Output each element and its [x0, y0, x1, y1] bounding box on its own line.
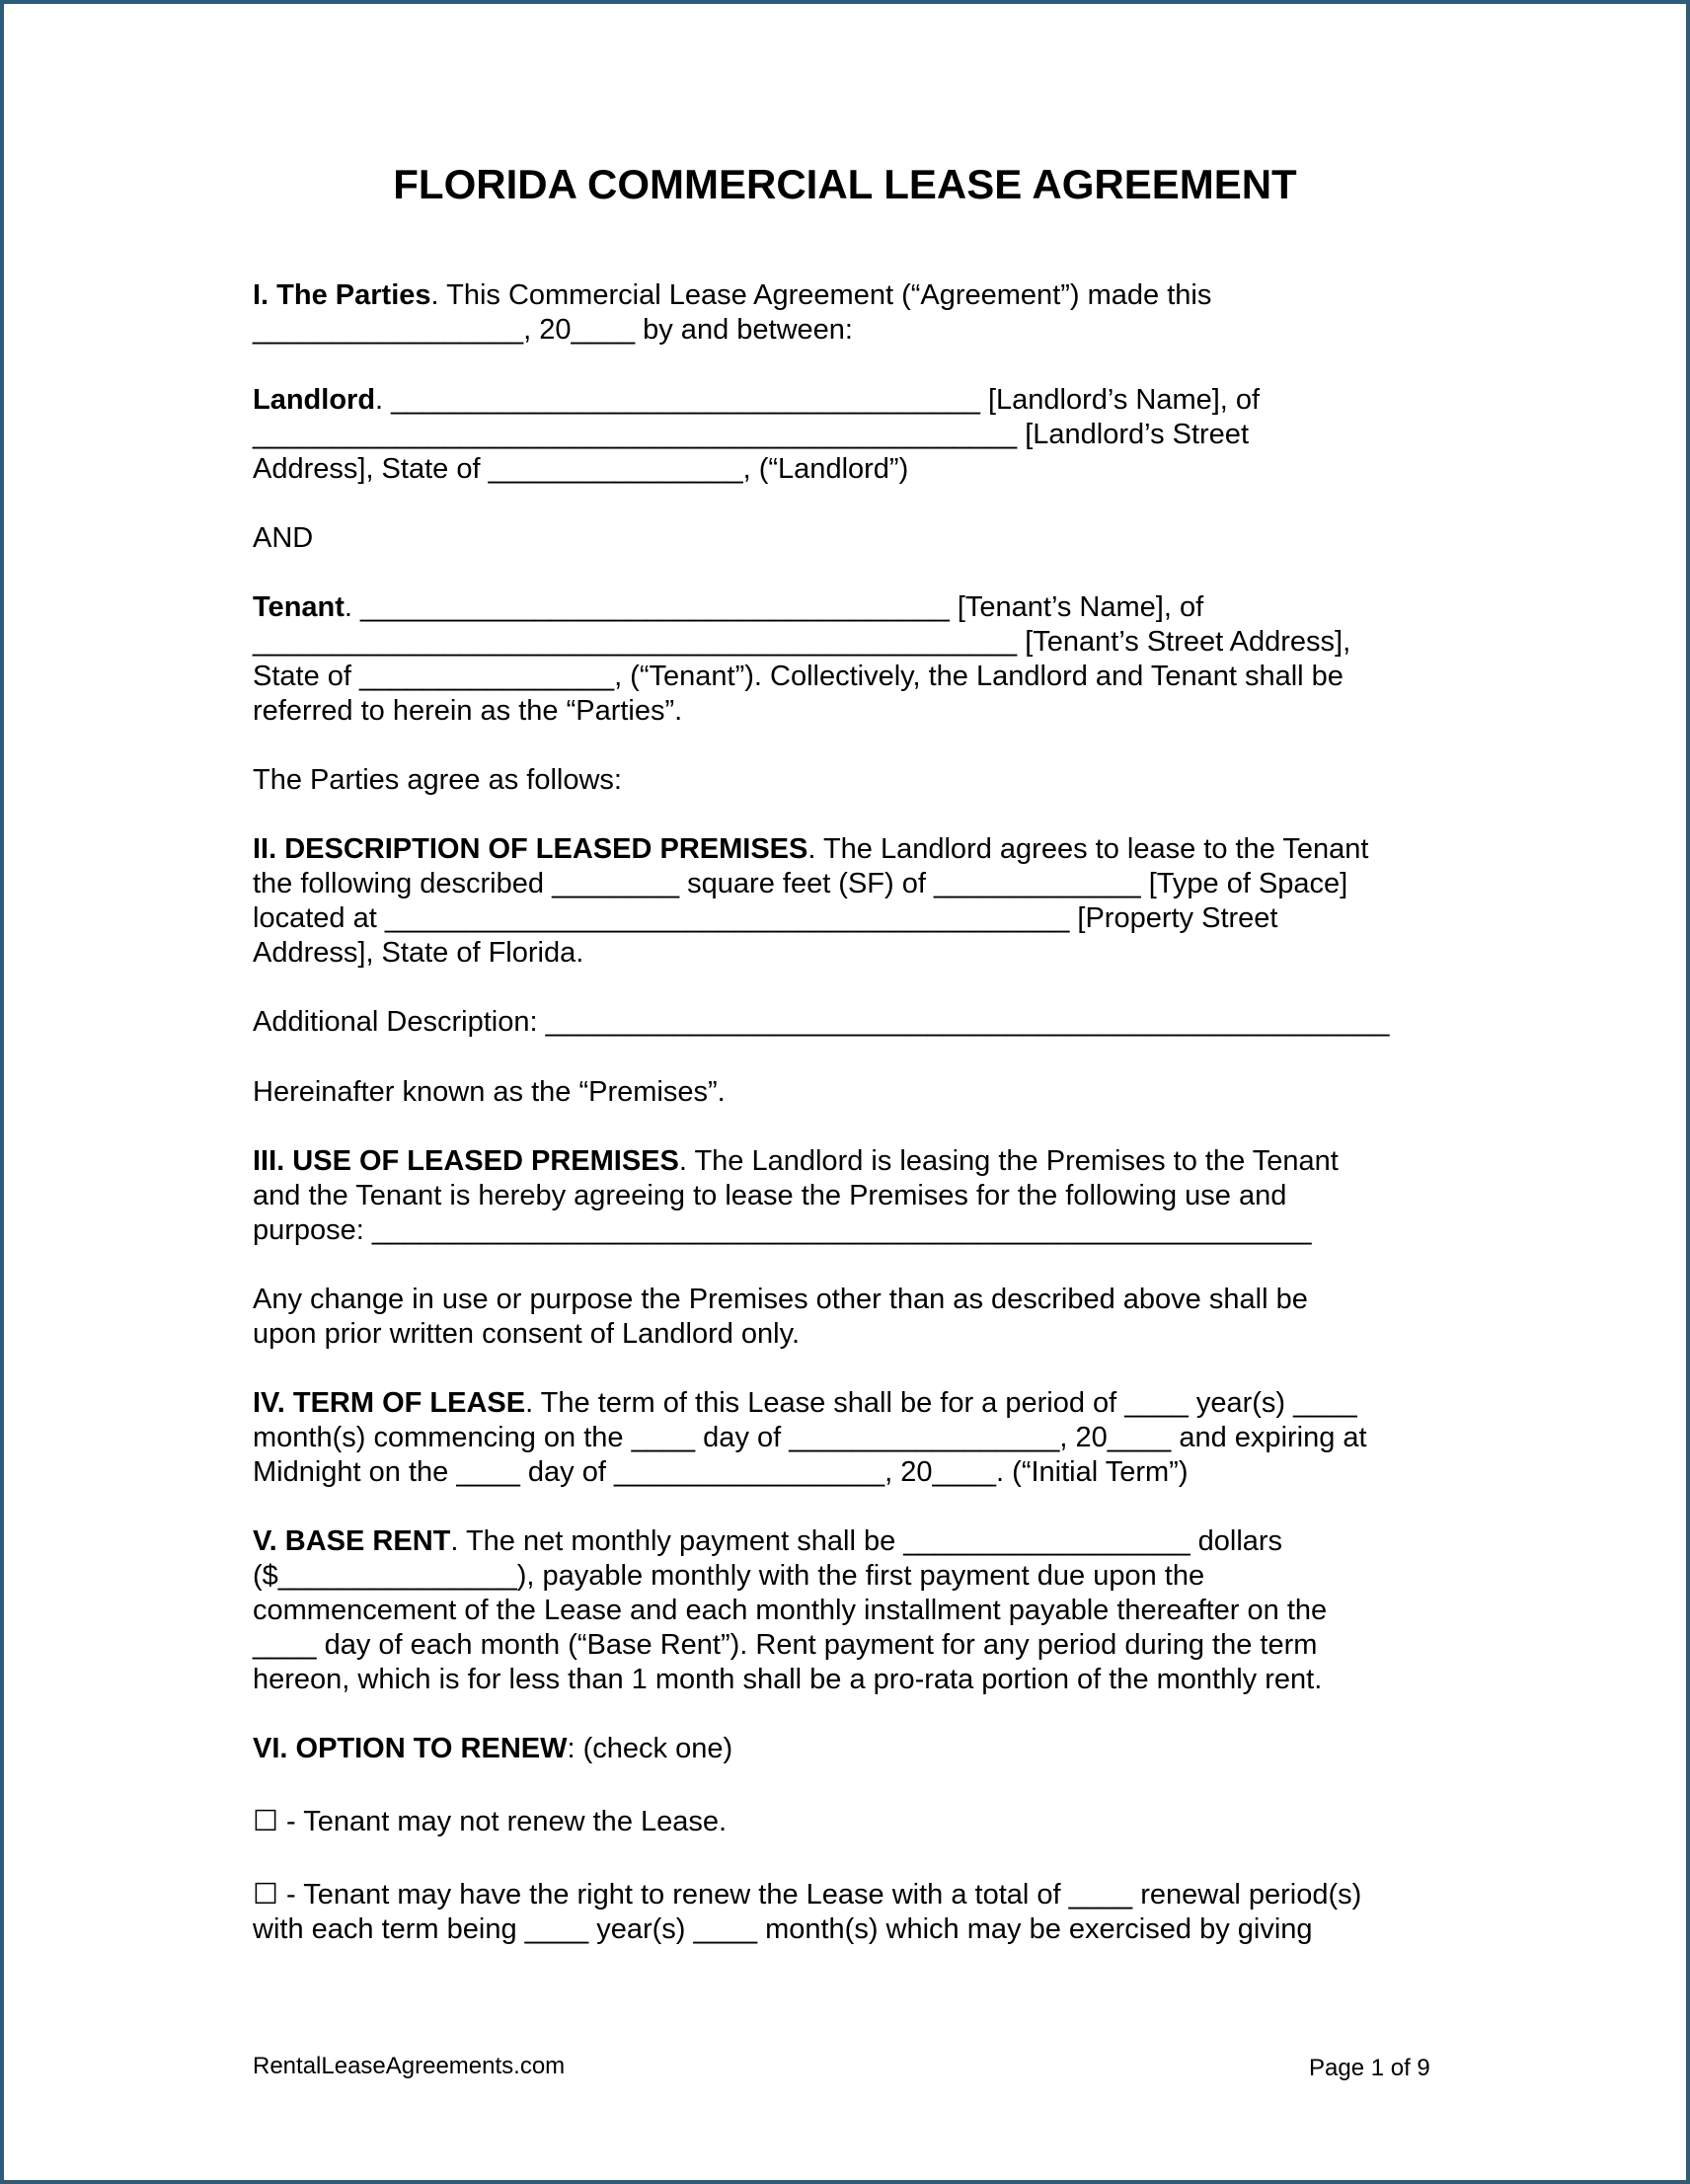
- body-line: Landlord. _____________________________________ [Landlord’s Name], of: [253, 384, 1261, 416]
- body-line: Hereinafter known as the “Premises”.: [253, 1076, 726, 1108]
- renew-option-checkbox[interactable]: ☐ - Tenant may have the right to renew the Lease with a total of ____ renewal period(s): [253, 1879, 1362, 1911]
- body-line: VI. OPTION TO RENEW: (check one): [253, 1733, 733, 1764]
- body-line: ____ day of each month (“Base Rent”). Rent payment for any period during the term: [253, 1629, 1318, 1661]
- body-line: II. DESCRIPTION OF LEASED PREMISES. The Landlord agrees to lease to the Tenant: [253, 833, 1369, 865]
- document-title: FLORIDA COMMERCIAL LEASE AGREEMENT: [393, 161, 1297, 207]
- section-heading: IV. TERM OF LEASE: [253, 1387, 526, 1419]
- body-line: purpose: ___________________________________________________________: [253, 1214, 1312, 1246]
- body-line: referred to herein as the “Parties”.: [253, 695, 683, 727]
- section-heading: VI. OPTION TO RENEW: [253, 1733, 568, 1764]
- body-line: Address], State of ________________, (“Landlord”): [253, 453, 909, 485]
- body-line: located at ___________________________________________ [Property Street: [253, 902, 1278, 934]
- body-line: V. BASE RENT. The net monthly payment shall be __________________ dollars: [253, 1525, 1283, 1557]
- body-line: Additional Description: _____________________________________________________: [253, 1006, 1390, 1038]
- body-line: and the Tenant is hereby agreeing to lease the Premises for the following use and: [253, 1180, 1287, 1211]
- section-heading: V. BASE RENT: [253, 1525, 451, 1557]
- body-line: ________________________________________________ [Landlord’s Street: [253, 419, 1249, 450]
- body-line: The Parties agree as follows:: [253, 764, 622, 796]
- body-line: AND: [253, 522, 314, 554]
- body-line: ($_______________), payable monthly with the first payment due upon the: [253, 1560, 1205, 1592]
- body-line: State of ________________, (“Tenant”). Collectively, the Landlord and Tenant shall be: [253, 661, 1344, 692]
- body-line: III. USE OF LEASED PREMISES. The Landlord is leasing the Premises to the Tenant: [253, 1145, 1339, 1177]
- body-line: Midnight on the ____ day of _________________, 20____. (“Initial Term”): [253, 1456, 1189, 1488]
- section-heading: III. USE OF LEASED PREMISES: [253, 1145, 679, 1177]
- body-line: _________________, 20____ by and between:: [253, 314, 853, 346]
- body-line: ________________________________________________ [Tenant’s Street Address],: [253, 626, 1351, 658]
- section-heading: I. The Parties: [253, 279, 431, 311]
- body-line: Tenant. _____________________________________ [Tenant’s Name], of: [253, 591, 1204, 623]
- footer-page-number: Page 1 of 9: [1309, 2055, 1430, 2081]
- body-line: Any change in use or purpose the Premises other than as described above shall be: [253, 1284, 1308, 1315]
- body-line: hereon, which is for less than 1 month shall be a pro-rata portion of the monthly rent.: [253, 1664, 1323, 1695]
- landlord-heading: Landlord: [253, 384, 376, 416]
- body-line: IV. TERM OF LEASE. The term of this Lease shall be for a period of ____ year(s) ____: [253, 1387, 1357, 1419]
- body-line: commencement of the Lease and each monthly installment payable thereafter on the: [253, 1595, 1328, 1626]
- tenant-heading: Tenant: [253, 591, 345, 623]
- section-heading: II. DESCRIPTION OF LEASED PREMISES: [253, 833, 808, 865]
- body-line: the following described ________ square feet (SF) of _____________ [Type of Space]: [253, 868, 1348, 899]
- footer-site: RentalLeaseAgreements.com: [253, 2053, 566, 2079]
- renew-option-checkbox[interactable]: ☐ - Tenant may not renew the Lease.: [253, 1806, 728, 1837]
- body-line: I. The Parties. This Commercial Lease Agreement (“Agreement”) made this: [253, 279, 1212, 311]
- body-line: month(s) commencing on the ____ day of _________________, 20____ and expiring at: [253, 1422, 1367, 1453]
- body-line: upon prior written consent of Landlord only.: [253, 1318, 801, 1350]
- body-line: with each term being ____ year(s) ____ month(s) which may be exercised by giving: [253, 1913, 1313, 1945]
- body-line: Address], State of Florida.: [253, 937, 584, 969]
